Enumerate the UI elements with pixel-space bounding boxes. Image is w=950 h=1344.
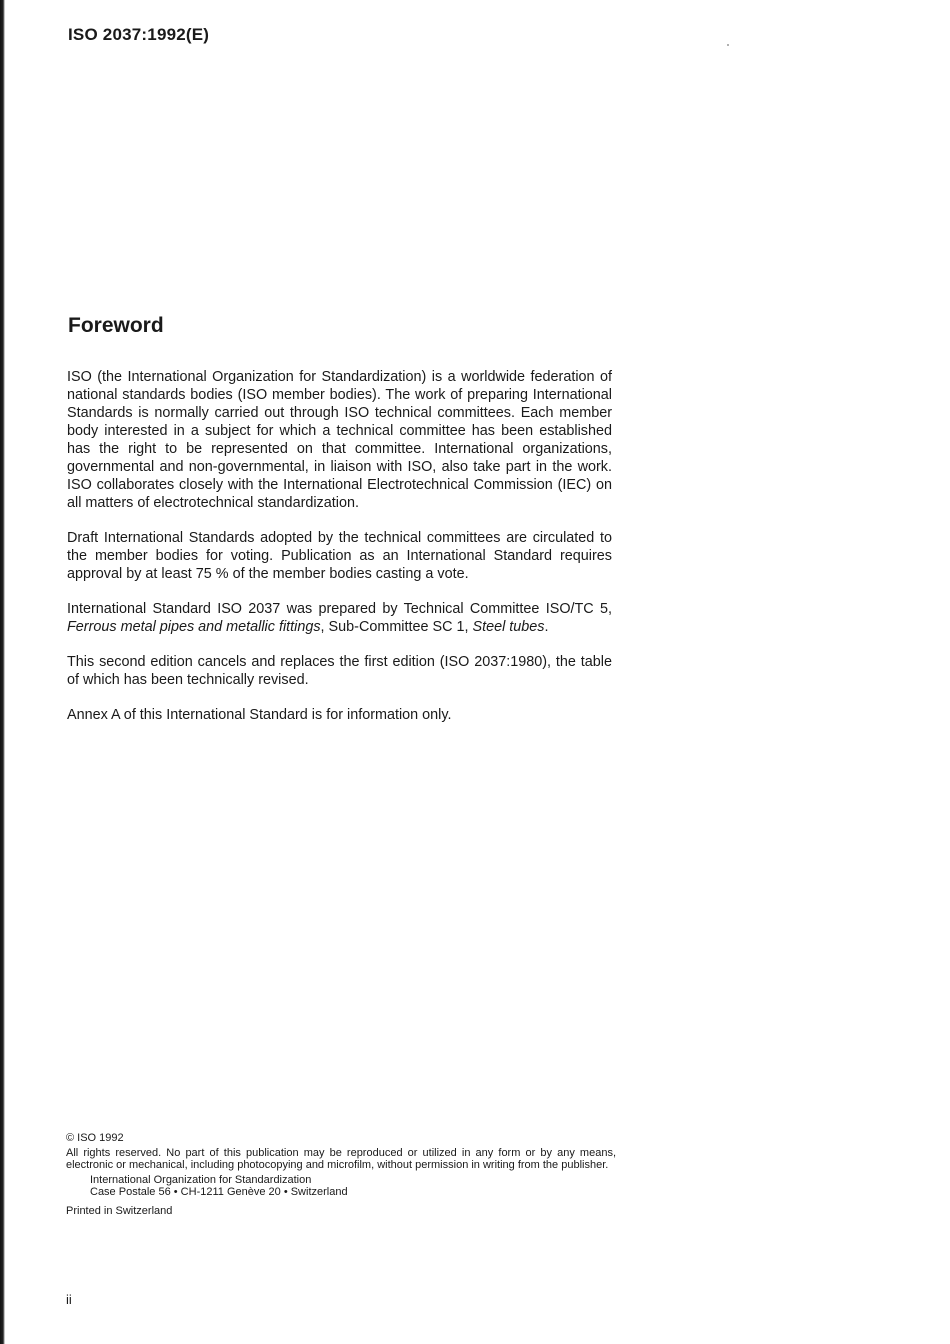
organization-name: International Organization for Standardization: [90, 1173, 312, 1186]
paragraph-edition: This second edition cancels and replaces the first edition (ISO 2037:1980), the table of which has been technically revised.: [67, 654, 612, 688]
foreword-body: [67, 368, 612, 741]
scan-edge: [0, 0, 5, 1344]
printed-in: Printed in Switzerland: [66, 1204, 173, 1217]
scan-speck: [727, 44, 729, 46]
paragraph-draft-standards: Draft International Standards adopted by the technical committees are circulated to the member bodies for voting. Publication as an International Standard requires approval by at least 75 % of the member bodies casting a vote.: [67, 530, 612, 582]
prepared-by-text: International Standard ISO 2037 was prepared by Technical Committee ISO/TC 5,: [67, 601, 612, 617]
paragraph-annex: Annex A of this International Standard is for information only.: [67, 707, 452, 723]
subcommittee-title: Steel tubes: [472, 619, 545, 635]
paragraph-iso-intro: ISO (the International Organization for Standardization) is a worldwide federation of national standards bodies (ISO member bodies). The work of preparing International Standards is normally carried out through ISO technical committees. Each member body interested in a subject for which a technical committee has been established has the right to be represented on that committee. International organizations, governmental and non-governmental, in liaison with ISO, also take part in the work. ISO collaborates closely with the International Electrotechnical Commission (IEC) on all matters of electrotechnical standardization.: [67, 369, 612, 511]
committee-title: Ferrous metal pipes and metallic fittings: [67, 619, 321, 635]
document-id: ISO 2037:1992(E): [68, 25, 210, 44]
paragraph-prepared-by: [67, 600, 612, 636]
page-number: ii: [66, 1292, 72, 1307]
copyright-block: [66, 1132, 616, 1217]
period: .: [544, 619, 549, 635]
subcommittee-text: , Sub-Committee SC 1,: [320, 619, 473, 635]
rights-statement: All rights reserved. No part of this publication may be reproduced or utilized in any form or by any means, electronic or mechanical, including photocopying and microfilm, without permission in writing from the publisher.: [66, 1146, 616, 1171]
copyright-line: © ISO 1992: [66, 1132, 124, 1144]
page-title: Foreword: [68, 314, 164, 337]
organization-address: Case Postale 56 • CH-1211 Genève 20 • Switzerland: [90, 1186, 348, 1198]
